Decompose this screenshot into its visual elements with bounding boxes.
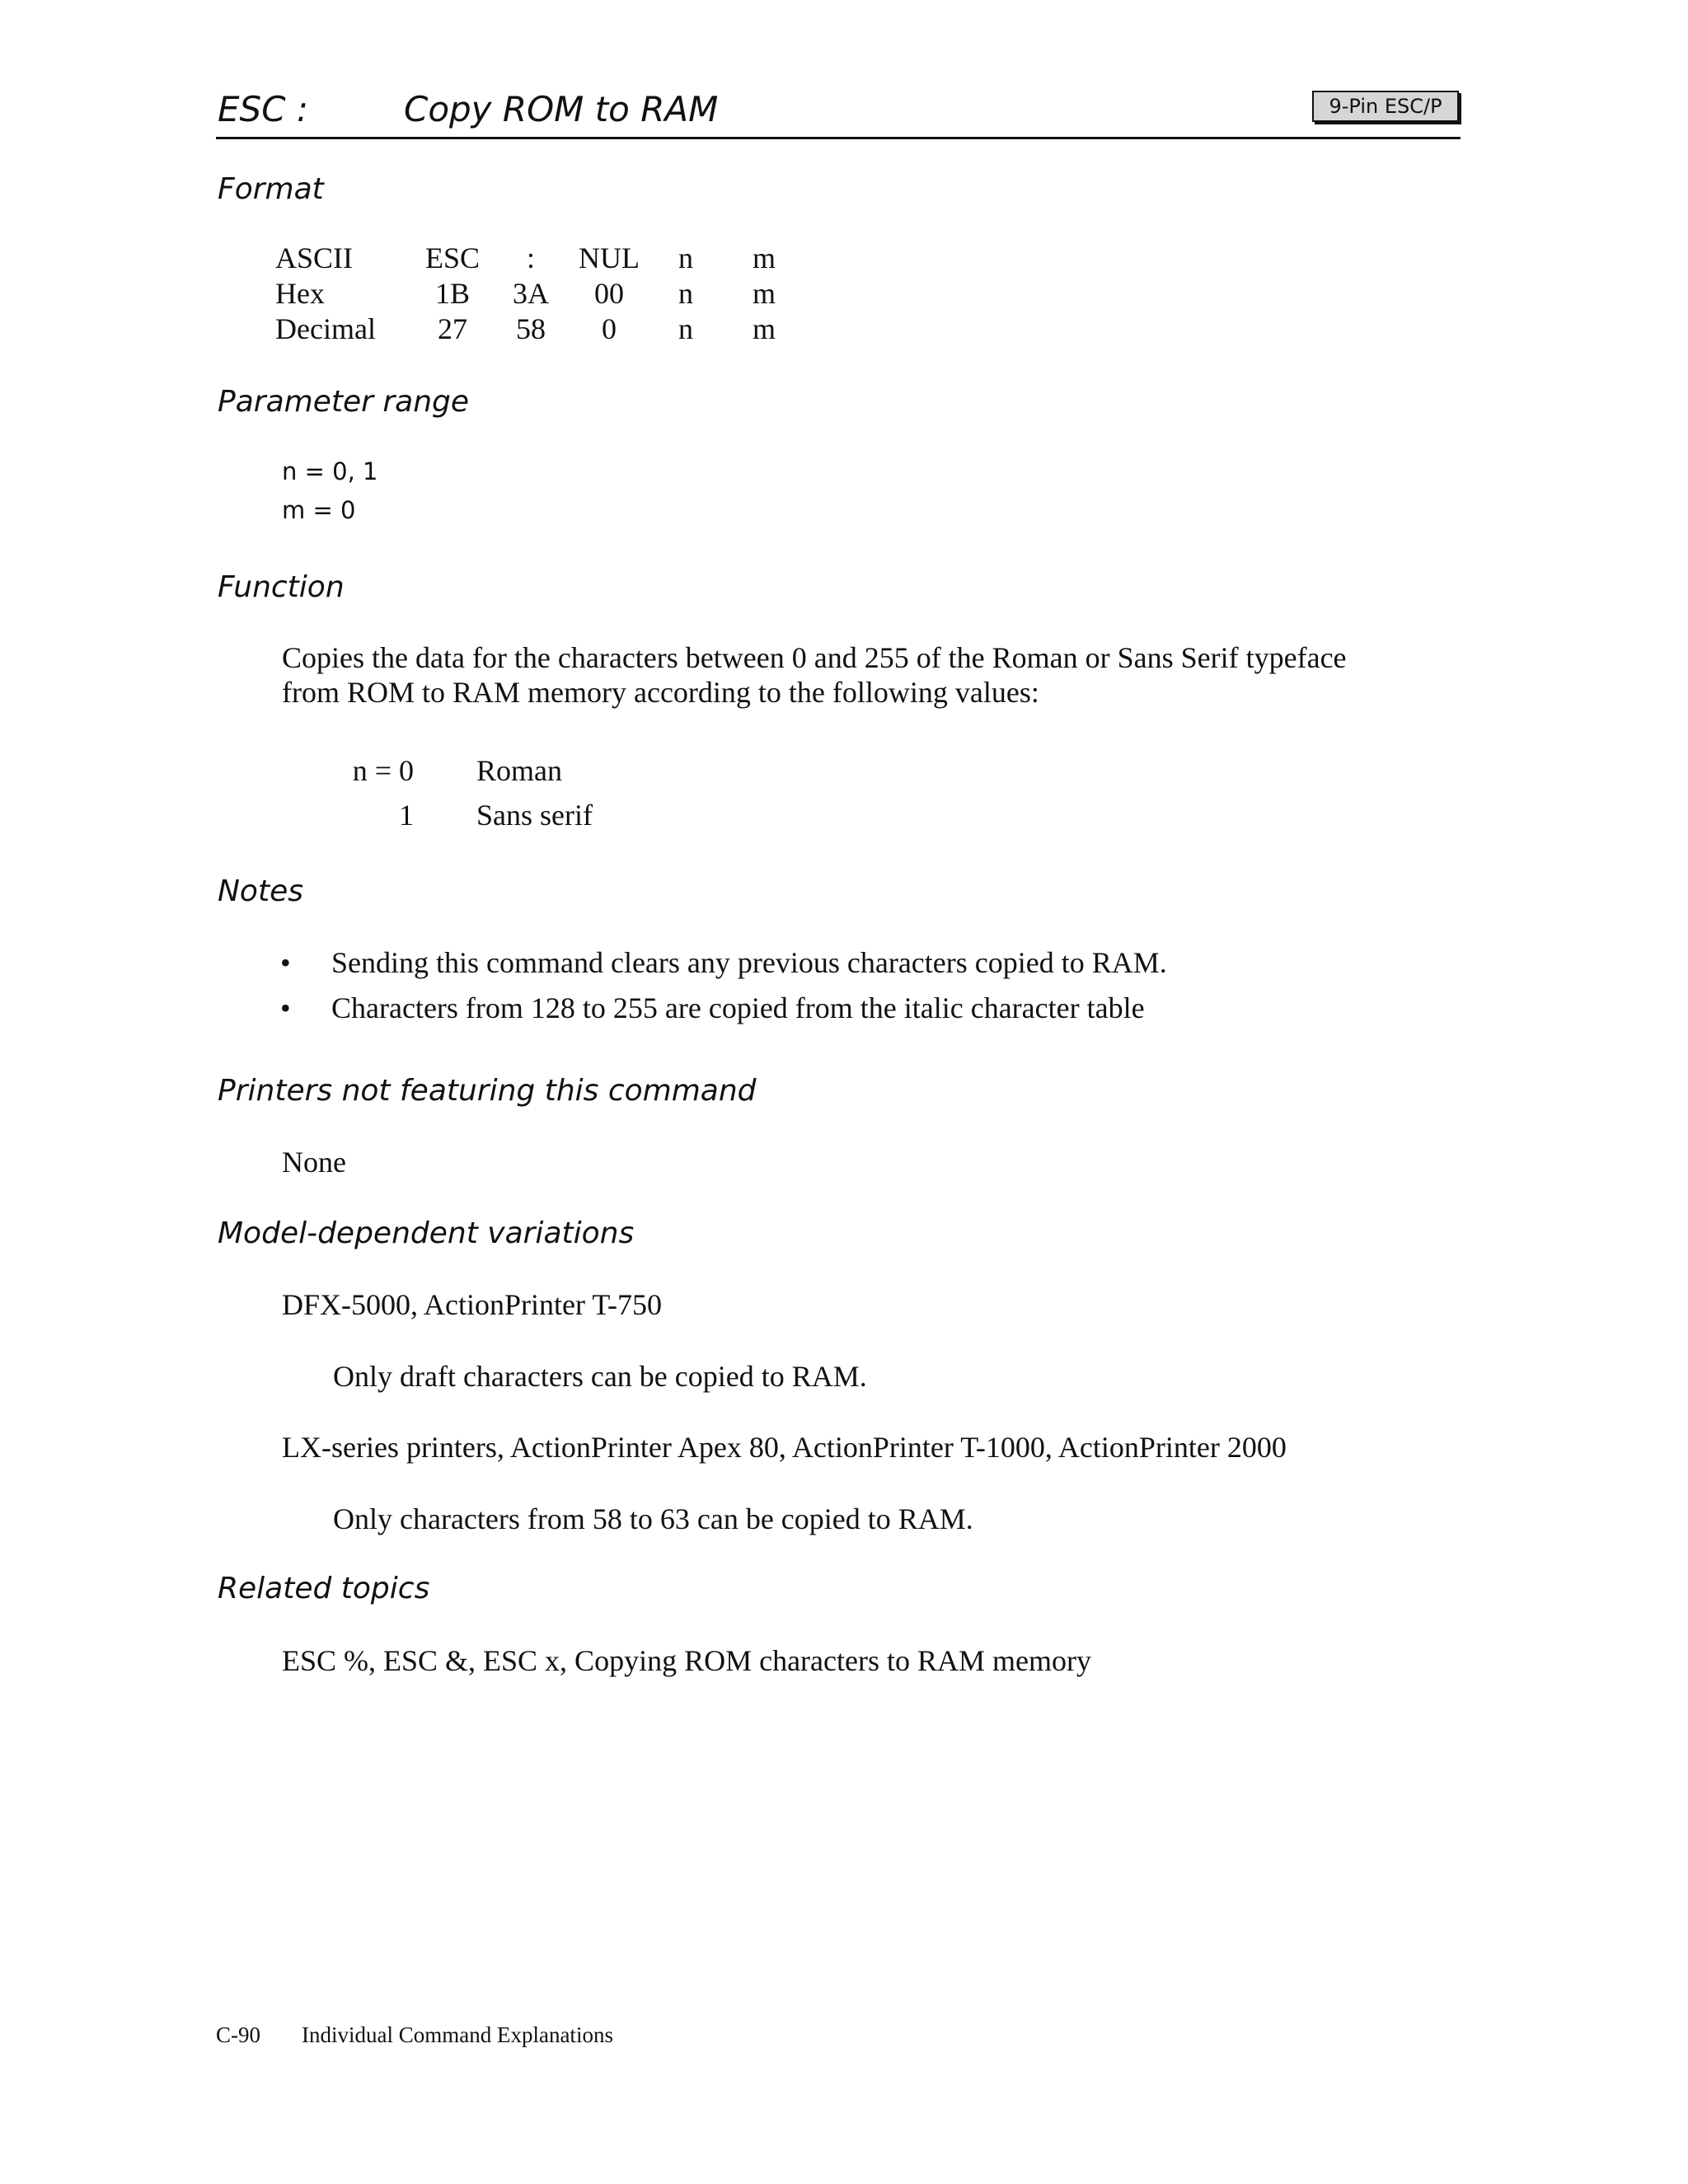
protocol-badge: 9-Pin ESC/P [1312,91,1459,122]
format-cell: n [678,241,693,274]
format-row-label: Decimal [275,312,376,345]
format-cell: m [752,277,776,310]
function-value-row [346,748,593,793]
model-variation-note: Only characters from 58 to 63 can be copied to RAM. [333,1502,973,1535]
format-row-hex [275,276,803,312]
related-topics-text: ESC %, ESC &, ESC x, Copying ROM characters to RAM memory [282,1644,1091,1677]
page-title: Copy ROM to RAM [404,89,719,129]
bullet-icon: • [280,946,291,979]
command-name: ESC : [218,89,309,129]
footer-title: Individual Command Explanations [302,2022,613,2047]
function-text-line: Copies the data for the characters between 0 and 255 of the Roman or Sans Serif typeface [282,641,1347,674]
function-text-line: from ROM to RAM memory according to the following values: [282,676,1039,709]
function-heading: Function [218,570,345,604]
format-row-label: ASCII [275,241,354,274]
format-cell: 27 [438,312,467,345]
printers-not-featuring-text: None [282,1146,346,1179]
note-item: Sending this command clears any previous characters copied to RAM. [331,946,1167,979]
format-cell: 1B [434,277,470,310]
format-cell: 0 [602,312,617,345]
footer-page-number: C-90 [216,2022,260,2047]
function-value-row [346,793,593,837]
model-variation-note: Only draft characters can be copied to RAM. [333,1360,867,1393]
function-value-label: Roman [476,754,562,787]
note-item: Characters from 128 to 255 are copied from the italic character table [331,991,1145,1024]
format-cell: NUL [579,241,640,274]
format-cell: : [526,241,535,274]
model-variations-heading: Model-dependent variations [218,1216,635,1250]
format-cell: ESC [424,241,481,274]
format-table [275,241,803,347]
format-row-ascii [275,241,803,276]
related-topics-heading: Related topics [218,1572,430,1605]
function-value-key: n = 0 [352,754,414,787]
model-variation-models: LX-series printers, ActionPrinter Apex 80, ActionPrinter T-1000, ActionPrinter 2000 [282,1431,1287,1464]
bullet-icon: • [280,991,291,1024]
format-row-label: Hex [275,277,325,310]
page-header [216,82,1461,139]
format-cell: n [678,312,693,345]
format-cell: 58 [516,312,546,345]
function-value-label: Sans serif [476,799,593,832]
format-cell: m [752,241,776,274]
format-heading: Format [218,172,324,206]
printers-not-featuring-heading: Printers not featuring this command [218,1074,757,1108]
format-cell: 3A [513,277,549,310]
format-cell: 00 [594,277,624,310]
parameter-line: m = 0 [282,496,356,524]
function-value-key: 1 [399,799,414,832]
model-variation-models: DFX-5000, ActionPrinter T-750 [282,1288,663,1321]
notes-heading: Notes [218,874,303,908]
parameter-line: n = 0, 1 [282,457,378,485]
format-cell: m [752,312,776,345]
function-values-table [346,748,593,837]
format-row-decimal [275,312,803,347]
parameter-range-heading: Parameter range [218,385,470,419]
format-cell: n [678,277,693,310]
